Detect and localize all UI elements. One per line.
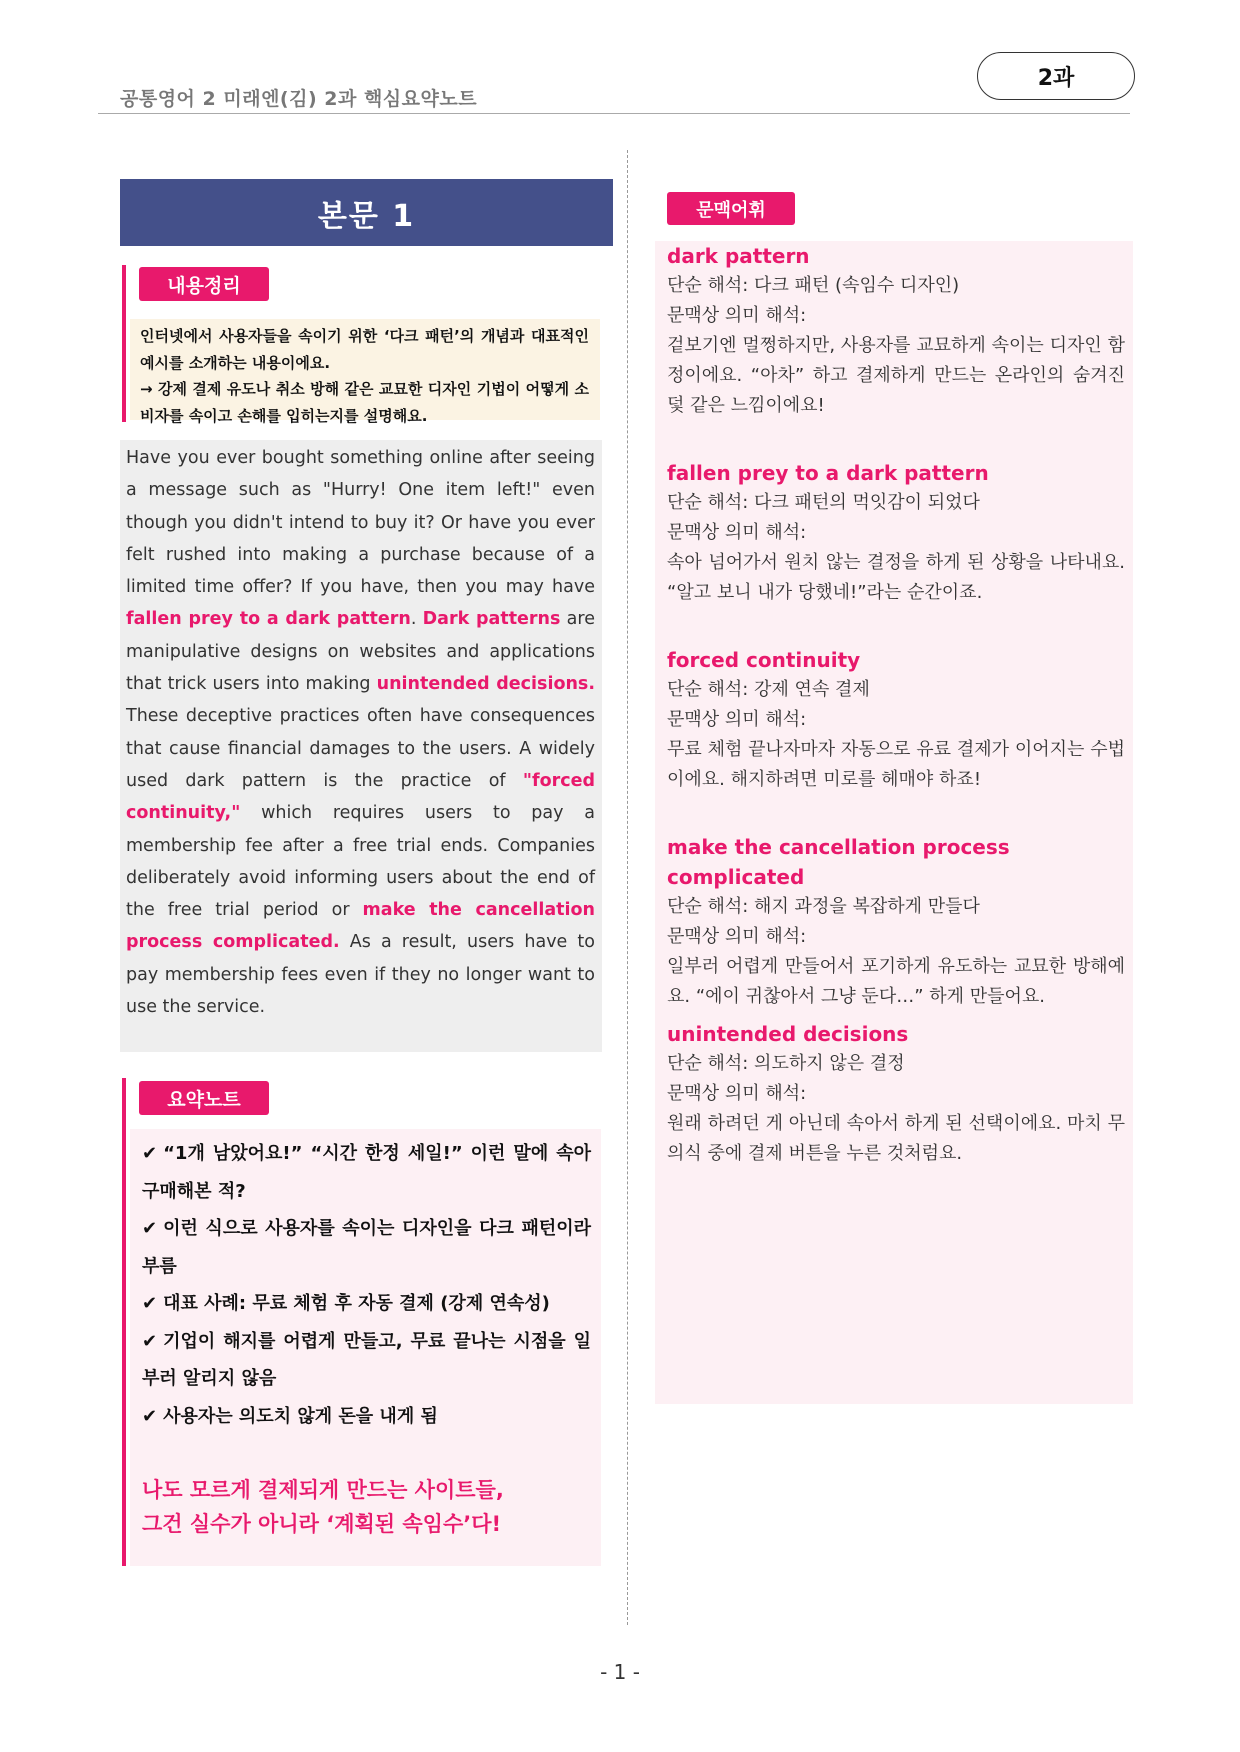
column-divider [627,150,628,1625]
passage-segment: These deceptive practices often have consequences that cause financial damages to the users. A widely used dark pattern is the practice of [126,706,595,791]
closing-line: 나도 모르게 결제되게 만드는 사이트들, [142,1478,504,1502]
page-number: - 1 - [600,1660,640,1684]
notes-closing [142,1473,591,1541]
vocab-simple: 단순 해석: 의도하지 않은 결정 [667,1053,905,1074]
passage-segment: which requires users to pay a membership fee after a free trial ends. Companies deliberately avoid informing users about the end of the free trial period or [126,803,595,921]
vocab-simple: 단순 해석: 다크 패턴 (속임수 디자인) [667,275,960,296]
vocab-entry [667,1019,1125,1169]
vocab-term: make the cancellation process complicated [667,835,1010,889]
passage-highlight: fallen prey to a dark pattern [126,609,411,630]
vocab-term: forced continuity [667,648,861,672]
note-text: 기업이 해지를 어렵게 만들고, 무료 끝나는 시점을 일부러 알리지 않음 [142,1330,591,1389]
passage-highlight: Dark patterns [422,609,561,630]
content-summary-body: 인터넷에서 사용자들을 속이기 위한 ‘다크 패턴’의 개념과 대표적인 예시를 소개하는 내용이에요. → 강제 결제 유도나 취소 방해 같은 교묘한 디자인 기법이 어떻게 소비자를 속이고 손해를 입히는지를 설명해요. [140,327,589,425]
vocab-context-label: 문맥상 의미 해석: [667,709,807,730]
vocab-term: dark pattern [667,244,810,268]
note-text: “1개 남았어요!” “시간 한정 세일!” 이런 말에 속아 구매해본 적? [142,1143,591,1202]
vocab-context: 무료 체험 끝나자마자 자동으로 유료 결제가 이어지는 수법이에요. 해지하려면 미로를 헤매야 하죠! [667,739,1125,790]
content-summary-text [130,319,600,425]
checkmark-icon: ✔ [142,1293,158,1314]
vocab-entry [667,832,1125,1012]
checkmark-icon: ✔ [142,1143,158,1164]
checkmark-icon: ✔ [142,1405,158,1427]
passage-segment: Have you ever bought something online after seeing a message such as "Hurry! One item left!" even though you didn't intend to buy it? Or have you ever felt rushed into making a purchase because of a limited time offer? If you have, then you may have [126,448,595,598]
summary-notes-box [122,1078,601,1566]
note-text: 사용자는 의도치 않게 돈을 내게 됨 [163,1405,438,1427]
vocab-entry [667,645,1125,795]
vocab-entry [667,458,1125,608]
summary-notes-body [130,1129,601,1566]
passage-segment: As a result, users have to pay membership fees even if they no longer want to use the service. [126,932,595,1018]
note-text: 대표 사례: 무료 체험 후 자동 결제 (강제 연속성) [163,1293,550,1314]
note-item [142,1135,591,1210]
note-item [142,1210,591,1285]
vocab-context-label: 문맥상 의미 해석: [667,305,807,326]
passage-segment: . [410,609,423,630]
vocab-context-label: 문맥상 의미 해석: [667,522,807,543]
passage-highlight: unintended decisions. [376,674,595,695]
section-title: 본문 1 [120,179,613,246]
checkmark-icon: ✔ [142,1218,158,1239]
document-header-title: 공통영어 2 미래엔(김) 2과 핵심요약노트 [120,88,478,110]
vocab-simple: 단순 해석: 해지 과정을 복잡하게 만들다 [667,896,980,917]
passage-text [120,440,602,1052]
summary-notes-tag: 요약노트 [139,1081,269,1115]
vocab-term: fallen prey to a dark pattern [667,461,989,485]
note-item [142,1398,591,1436]
vocab-context: 원래 하려던 게 아닌데 속아서 하게 된 선택이에요. 마치 무의식 중에 결제 버튼을 누른 것처럼요. [667,1113,1125,1164]
checkmark-icon: ✔ [142,1330,158,1352]
vocab-context: 겉보기엔 멀쩡하지만, 사용자를 교묘하게 속이는 디자인 함정이에요. “아차” 하고 결제하게 만드는 온라인의 숨겨진 덫 같은 느낌이에요! [667,335,1125,416]
vocab-context-label: 문맥상 의미 해석: [667,1083,807,1104]
vocab-simple: 단순 해석: 강제 연속 결제 [667,679,870,700]
vocab-panel [655,241,1133,1404]
content-summary-box [122,265,601,425]
lesson-badge: 2과 [977,52,1135,100]
closing-line: 그건 실수가 아니라 ‘계획된 속임수’다! [142,1512,502,1536]
vocab-context: 일부러 어렵게 만들어서 포기하게 유도하는 교묘한 방해예요. “에이 귀찮아서 그냥 둔다…” 하게 만들어요. [667,956,1125,1007]
vocab-simple: 단순 해석: 다크 패턴의 먹잇감이 되었다 [667,492,980,513]
header-rule [98,113,1130,114]
vocab-context-label: 문맥상 의미 해석: [667,926,807,947]
vocab-tag: 문맥어휘 [667,192,795,225]
vocab-term: unintended decisions [667,1022,909,1046]
passage-highlight: "forced continuity," [126,770,595,824]
passage-segment: are manipulative designs on websites and applications that trick users into making [126,609,595,695]
note-item [142,1323,591,1398]
vocab-entry [667,241,1125,421]
note-text: 이런 식으로 사용자를 속이는 디자인을 다크 패턴이라 부름 [142,1218,591,1277]
note-item [142,1285,591,1323]
content-summary-tag: 내용정리 [139,267,269,301]
vocab-context: 속아 넘어가서 원치 않는 결정을 하게 된 상황을 나타내요. “알고 보니 내가 당했네!”라는 순간이죠. [667,552,1125,603]
passage-highlight: make the cancellation process complicated. [126,900,595,953]
